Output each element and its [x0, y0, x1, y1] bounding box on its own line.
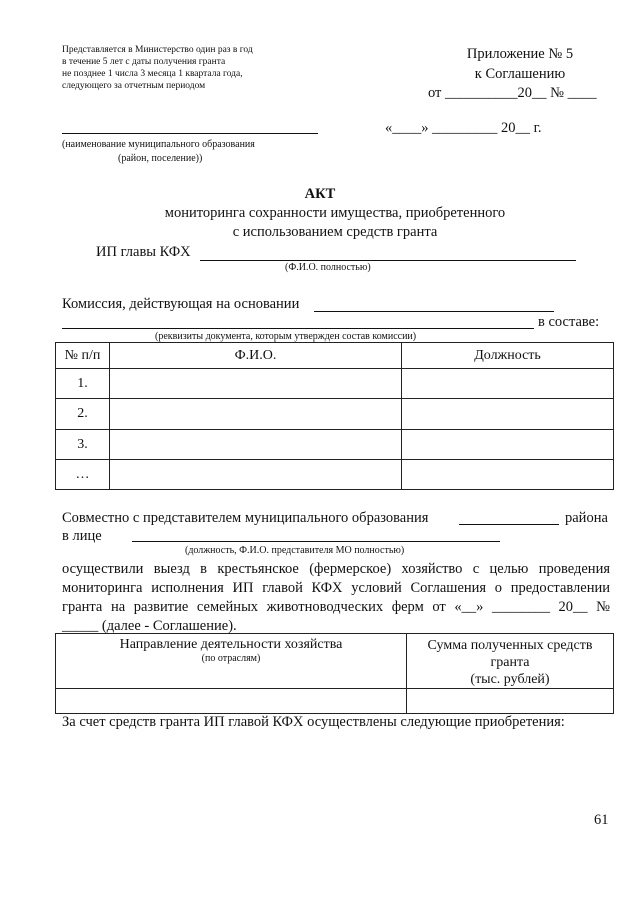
paragraph-line: мониторинга исполнения ИП главой КФХ условий Соглашения о предоставлении: [62, 580, 610, 596]
owner-name-line: [200, 260, 576, 261]
table-row: [56, 430, 614, 460]
column-header-name: Ф.И.О.: [110, 343, 402, 369]
owner-label: ИП главы КФХ: [96, 244, 191, 260]
table-row: [56, 460, 614, 490]
position-cell[interactable]: [402, 369, 614, 399]
representative-line: [132, 541, 500, 542]
paragraph-line: осуществили выезд в крестьянское (фермерское) хозяйство с целью проведения: [62, 561, 610, 577]
grant-amount-line-3: (тыс. рублей): [470, 672, 550, 687]
title-line-1: мониторинга сохранности имущества, приобретенного: [164, 205, 506, 221]
document-title: АКТ: [304, 186, 336, 202]
paragraph-line: _____ (далее - Соглашение).: [62, 618, 237, 634]
appendix-agreement: к Соглашению: [474, 66, 566, 82]
district-name-line: [459, 524, 559, 525]
row-number: 2.: [56, 399, 110, 430]
grant-amount-line-1: Сумма полученных средств: [427, 638, 593, 653]
row-number: …: [56, 460, 110, 490]
table-header-row: [56, 343, 614, 369]
commission-basis-line: [314, 311, 554, 312]
municipality-caption: (наименование муниципального образования: [62, 139, 255, 150]
act-date: «____» _________ 20__ г.: [385, 120, 542, 136]
appendix-date-line: от __________20__ № ____: [428, 85, 597, 101]
submission-note-line: следующего за отчетным периодом: [62, 81, 206, 91]
position-cell[interactable]: [402, 430, 614, 460]
table-header-row: [56, 634, 614, 689]
representative-caption: (должность, Ф.И.О. представителя МО полностью): [185, 545, 405, 556]
district-label: района: [565, 510, 608, 526]
in-person-label: в лице: [62, 528, 102, 544]
composition-label: в составе:: [538, 314, 600, 330]
row-number: 3.: [56, 430, 110, 460]
position-cell[interactable]: [402, 460, 614, 490]
position-cell[interactable]: [402, 399, 614, 430]
page-number: 61: [594, 812, 609, 828]
grant-amount-cell[interactable]: [407, 689, 614, 714]
appendix-block: [440, 44, 600, 84]
purchases-text: За счет средств гранта ИП главой КФХ осуществлены следующие приобретения:: [62, 714, 565, 730]
activity-direction-subtitle: (по отраслям): [201, 653, 261, 664]
column-header-number: № п/п: [56, 343, 110, 369]
grant-amount-header: [407, 634, 614, 689]
commission-members-table: [55, 342, 614, 490]
municipality-subcaption: (район, поселение)): [118, 153, 203, 164]
owner-caption: (Ф.И.О. полностью): [285, 262, 371, 273]
title-line-2: с использованием средств гранта: [232, 224, 438, 240]
submission-note-line: Представляется в Министерство один раз в год: [62, 45, 253, 55]
activity-direction-header: [56, 634, 407, 689]
activity-direction-cell[interactable]: [56, 689, 407, 714]
submission-note-line: в течение 5 лет с даты получения гранта: [62, 57, 226, 67]
submission-note-line: не позднее 1 числа 3 месяца 1 квартала года,: [62, 69, 243, 79]
paragraph-line: гранта на развитие семейных животноводческих ферм от «__» ________ 20__ №: [62, 599, 610, 615]
name-cell[interactable]: [110, 369, 402, 399]
column-header-position: Должность: [402, 343, 614, 369]
visit-paragraph: [62, 560, 610, 636]
municipality-name-line: [62, 133, 318, 134]
name-cell[interactable]: [110, 460, 402, 490]
table-row: [56, 369, 614, 399]
commission-label: Комиссия, действующая на основании: [62, 296, 300, 312]
joint-representative-text: Совместно с представителем муниципального образования: [62, 510, 429, 526]
name-cell[interactable]: [110, 399, 402, 430]
grant-amount-line-2: гранта: [490, 655, 530, 670]
appendix-number: Приложение № 5: [466, 46, 574, 62]
table-row: [56, 689, 614, 714]
activity-table: [55, 633, 614, 714]
activity-direction-title: Направление деятельности хозяйства: [119, 637, 343, 652]
commission-basis-line-2: [62, 328, 534, 329]
table-row: [56, 399, 614, 430]
submission-note: [62, 44, 253, 92]
name-cell[interactable]: [110, 430, 402, 460]
commission-caption: (реквизиты документа, которым утвержден состав комиссии): [155, 331, 417, 342]
row-number: 1.: [56, 369, 110, 399]
